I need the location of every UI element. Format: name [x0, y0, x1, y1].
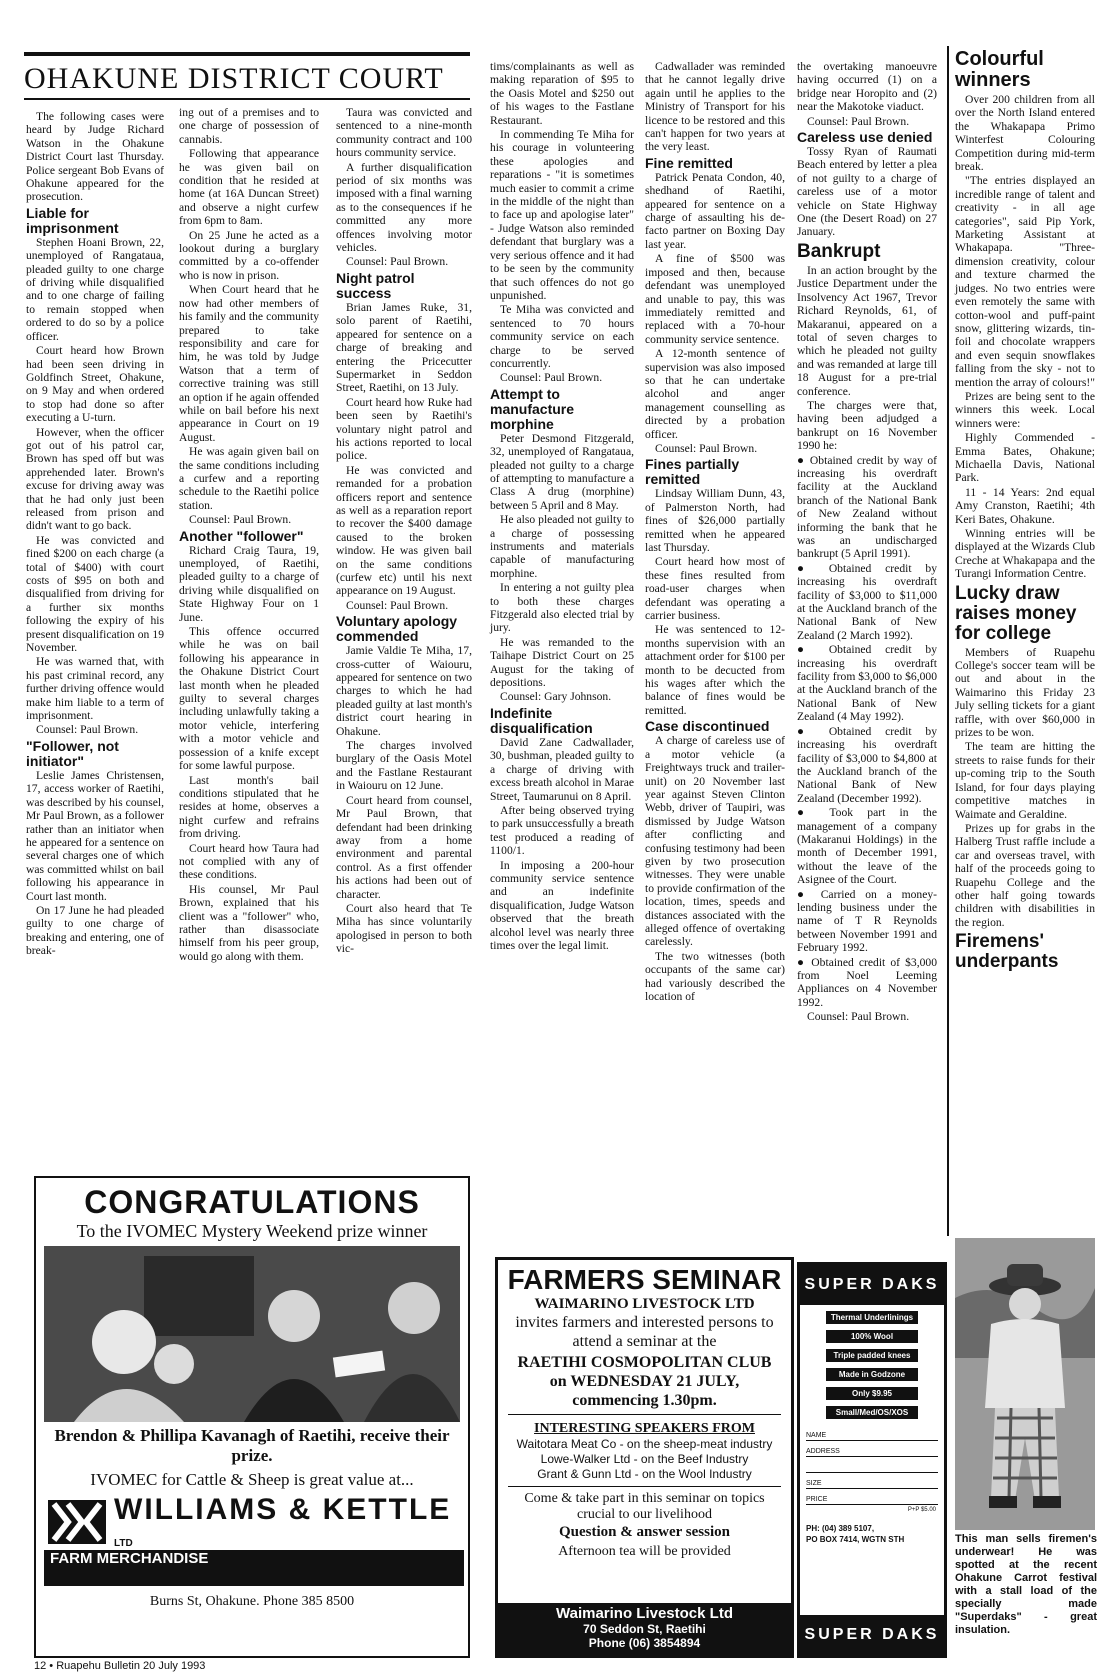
ivomec-advertisement: [34, 1176, 470, 1658]
paragraph: Brian James Ruke, 31, solo parent of Raetihi, appeared for sentence on a charge of breaking and entering the Pricecutter Supermarket in Seddon Street, Raetihi, on 13 July.: [336, 300, 472, 395]
paragraph: His counsel, Mr Paul Brown, explained that his client was a "follower" who, rather than disassociate himself from his peer group, would go along with them.: [179, 882, 319, 963]
paragraph: He was again given bail on the same conditions including a curfew and a reporting schedule to the Raetihi police station.: [179, 445, 319, 512]
wk-brand-text: WILLIAMS & KETTLE: [114, 1493, 452, 1526]
heading-another-follower: Another "follower": [179, 527, 304, 544]
prize-winner-photo: [44, 1246, 460, 1422]
paragraph: On 25 June he acted as a lookout during a burglary committed by a co-offender who is now in prison.: [179, 228, 319, 282]
order-field-size[interactable]: SIZE: [806, 1473, 938, 1489]
farmers-footer: [498, 1603, 791, 1655]
superdaks-advertisement: [797, 1262, 947, 1658]
paragraph: Taura was convicted and sentenced to a nine-month community contract and 100 hours community service.: [336, 106, 472, 160]
paragraph: Te Miha was convicted and sentenced to 70 hours community service on each charge to be served concurrently.: [490, 303, 634, 370]
paragraph: He was remanded to the Taihape District Court on 25 August for the taking of depositions.: [490, 635, 634, 690]
paragraph: However, when the officer got out of his patrol car, Brown has sped off but was apprehended later. Brown's excuse for driving away was that he had only just been released from prison and didn't want to go back.: [26, 425, 164, 533]
charge-item: ● Obtained credit of $3,000 from Noel Leeming Appliances on 4 November 1992.: [797, 956, 937, 1010]
paragraph: Counsel: Paul Brown.: [500, 371, 603, 385]
superdaks-feature: Made in Godzone: [826, 1368, 918, 1381]
farmers-qa-session: Question & answer session: [559, 1524, 730, 1540]
paragraph: Following that appearance he was given bail on condition that he resided at home (at 16A Duncan Street) and observe a night curfew from 6pm to 8am.: [179, 147, 319, 228]
paragraph: Prizes are being sent to the winners this week. Local winners were:: [955, 389, 1095, 430]
paragraph: In imposing a 200-hour community service sentence and an indefinite disqualification, Judge Watson observed that the breath alcohol level was nearly three times over the legal limit.: [490, 858, 634, 952]
paragraph: Court heard from counsel, Mr Paul Brown, that defendant had been drinking away from a home environment and parental control. As a first offender his actions had been out of character.: [336, 793, 472, 901]
page-footer: 12 • Ruapehu Bulletin 20 July 1993: [34, 1660, 206, 1672]
paragraph: Counsel: Paul Brown.: [346, 598, 449, 612]
superdaks-feature: Thermal Underlinings: [826, 1311, 918, 1324]
paragraph: Counsel: Paul Brown.: [807, 114, 910, 128]
order-field-name[interactable]: NAME: [806, 1425, 938, 1441]
paragraph: Jamie Valdie Te Miha, 17, cross-cutter of Waiouru, appeared for sentence on two charges to which he had pleaded guilty at last month's district court hearing in Ohakune.: [336, 644, 472, 738]
paragraph: This offence occurred while he was on bail following his appearance in the Ohakune District Court last month when he pleaded guilty to several charges including unlawfully taking a motor vehicle, interfering with a motor vehicle and possession of a knife except for some lawful purpose.: [179, 625, 319, 773]
paragraph: Prizes up for grabs in the Halberg Trust raffle include a car and overseas travel, with half of the proceeds going to Ruapehu College and the other half going towards children with disabilities in the region.: [955, 821, 1095, 929]
paragraph: The charges involved burglary of the Oasis Motel and the Fastlane Restaurant in Waiouru on 12 June.: [336, 739, 472, 793]
superdaks-po-box: PO BOX 7414, WGTN STH: [806, 1535, 905, 1544]
wk-logo-mark: [48, 1500, 106, 1544]
court-column-2: [179, 106, 319, 964]
heading-fines-partially-remitted: Fines partially remitted: [645, 456, 740, 488]
paragraph: A 12-month sentence of supervision was also imposed so that he can undertake alcohol and anger management counselling as directed by a probation officer.: [645, 347, 785, 441]
postage: P+P $5.00: [907, 1507, 936, 1513]
court-title: OHAKUNE DISTRICT COURT: [24, 62, 444, 95]
court-column-3: [336, 106, 472, 957]
speaker-item: Lowe-Walker Ltd - on the Beef Industry: [540, 1452, 749, 1466]
court-title-underline: [24, 98, 470, 100]
speakers-heading: INTERESTING SPEAKERS FROM: [534, 1421, 755, 1436]
paragraph: In commending Te Miha for his courage in volunteering these apologies and reparations - "it is sometimes much easier to commit a crime in the middle of the night than to face up and apologise later" - Judge Watson also reminded defendant that burglary was a very serious offence and it had to be seen by the community that such offences do not go unpunished.: [490, 128, 634, 302]
paragraph: After being observed trying to park unsuccessfully a breath test produced a reading of 1100/1.: [490, 803, 634, 858]
prize-presentation-illustration: [44, 1246, 460, 1422]
heading-colourful-winners: Colourful winners: [955, 48, 1044, 91]
farmers-footer-name: Waimarino Livestock Ltd: [556, 1605, 733, 1622]
farmers-invite: invites farmers and interested persons to attend a seminar at the: [515, 1314, 774, 1350]
paragraph: Court heard how Brown had been seen driving in Goldfinch Street, Ohakune, on 9 May and when ordered to stop had done so after executing a U-turn.: [26, 344, 164, 425]
farmers-footer-address: 70 Seddon St, Raetihi: [583, 1622, 706, 1636]
ivomec-tagline: IVOMEC for Cattle & Sheep is great value at...: [90, 1470, 414, 1489]
farmers-seminar-headline: FARMERS SEMINAR: [507, 1264, 782, 1295]
heading-lucky-draw: Lucky draw raises money for college: [955, 582, 1077, 644]
paragraph: Members of Ruapehu College's soccer team will be out and about in the Waimarino this Friday 23 July selling tickets for a giant raffle, with over $60,000 in prizes to be won.: [955, 645, 1095, 740]
paragraph: Highly Commended - Emma Bates, Ohakune; Michaella Davis, National Park.: [955, 431, 1095, 485]
charge-item: ● Carried on a money-lending business under the name of T R Reynolds between November 1991 and February 1992.: [797, 888, 937, 955]
williams-kettle-logo: [44, 1493, 460, 1592]
superdaks-feature: Triple padded knees: [826, 1349, 918, 1362]
heading-night-patrol: Night patrol success: [336, 269, 415, 301]
paragraph: David Zane Cadwallader, 30, bushman, pleaded guilty to a charge of driving with excess breath alcohol in Marae Street, Taumarunui on 8 April.: [490, 735, 634, 803]
charge-item: ● Obtained credit by increasing his overdraft facility of $3,000 to $11,000 at the Auckland branch of the National Bank of New Zealand (2 March 1992).: [797, 562, 937, 642]
court-column-1: [26, 110, 164, 959]
wk-chevron-icon: [48, 1500, 106, 1544]
paragraph: Counsel: Paul Brown.: [346, 255, 449, 269]
heading-attempt-morphine: Attempt to manufacture morphine: [490, 385, 575, 432]
paragraph: Counsel: Gary Johnson.: [500, 690, 612, 704]
firemen-caption: This man sells firemen's underwear! He was spotted at the recent Ohakune Carrot festival with a stall load of the specially made "Superdaks" - great insulation.: [955, 1533, 1097, 1636]
paragraph: In an action brought by the Justice Department under the Insolvency Act 1967, Trevor Richard Reynolds, 61, of Makaranui, appeared on a total of seven charges to which he pleaded not guilty and was remanded at large till 18 August for a pre-trial conference.: [797, 263, 937, 398]
speaker-item: Grant & Gunn Ltd - on the Wool Industry: [537, 1467, 752, 1481]
court-title-rule: [24, 52, 470, 56]
farmers-afternoon-tea: Afternoon tea will be provided: [558, 1544, 731, 1559]
order-field-blank[interactable]: [806, 1457, 938, 1473]
paragraph: Court heard how Ruke had been seen by Raetihi's voluntary night patrol and his actions reported to local police.: [336, 395, 472, 463]
heading-voluntary-apology: Voluntary apology commended: [336, 613, 458, 645]
court-column-4: [490, 60, 634, 953]
wk-ltd: LTD: [114, 1538, 133, 1549]
paragraph: Counsel: Paul Brown.: [655, 441, 758, 455]
paragraph: The team are hitting the streets to raise funds for their up-coming trip to the South Island, for four days playing competitive matches in Waimate and Geraldine.: [955, 740, 1095, 821]
paragraph: He was warned that, with his past criminal record, any further driving offence would make him liable to a term of imprisonment.: [26, 655, 164, 723]
superdaks-phone: PH: (04) 389 5107,: [806, 1524, 875, 1533]
paragraph: Winning entries will be displayed at the Wizards Club Creche at Whakapapa and the Turangi Information Centre.: [955, 527, 1095, 581]
paragraph: Counsel: Paul Brown.: [807, 1010, 910, 1024]
court-column-6: [797, 60, 937, 1025]
paragraph: He was convicted and fined $200 on each charge (a total of $400) with court costs of $95 on both and disqualified from driving for a further six months following the expiry of his present disqualification on 19 November.: [26, 533, 164, 655]
firemen-photo: [955, 1238, 1095, 1530]
paragraph: Patrick Penata Condon, 40, shedhand of Raetihi, appeared for sentence on a charge of assaulting his de-facto partner on Boxing Day last year.: [645, 170, 785, 251]
prize-winner-caption: Brendon & Phillipa Kavanagh of Raetihi, receive their prize.: [54, 1426, 450, 1465]
paragraph: Counsel: Paul Brown.: [36, 723, 139, 737]
charge-item: ● Took part in the management of a company (Makaranui Holdings) in the month of December 1991, without the leave of the Asignee of the Court.: [797, 806, 937, 886]
paragraph: ing out of a premises and to one charge of possession of cannabis.: [179, 106, 319, 146]
paragraph: He was convicted and remanded for a probation officers report and sentence as well as a reparation report to recover the $400 damage caused to the broken window. He was given bail on the same conditions (curfew etc) until his next appearance on 19 August.: [336, 463, 472, 598]
farmers-venue: RAETIHI COSMOPOLITAN CLUB on WEDNESDAY 21 JULY, commencing 1.30pm.: [517, 1354, 772, 1409]
superdaks-price: Only $9.95: [826, 1387, 918, 1400]
farmers-closing: Come & take part in this seminar on topics crucial to our livelihood: [524, 1491, 765, 1522]
paragraph: Over 200 children from all over the North Island entered the Whakapapa Primo Winterfest Colouring Competition during mid-term break.: [955, 93, 1095, 174]
heading-indefinite-disqualification: Indefinite disqualification: [490, 704, 593, 736]
wk-address: Burns St, Ohakune. Phone 385 8500: [149, 1594, 355, 1609]
superdaks-brand-top: SUPER DAKS: [800, 1265, 944, 1305]
superdaks-brand-bottom: SUPER DAKS: [800, 1615, 944, 1655]
paragraph: Lindsay William Dunn, 43, of Palmerston North, had fines of $26,000 partially remitted when he appeared last Thursday.: [645, 487, 785, 554]
sidebar-divider: [947, 46, 949, 1236]
paragraph: Last month's bail conditions stipulated that he resides at home, observes a night curfew and refrains from driving.: [179, 773, 319, 841]
order-field-address[interactable]: ADDRESS: [806, 1441, 938, 1457]
ivomec-subhead: To the IVOMEC Mystery Weekend prize winner: [76, 1221, 428, 1241]
heading-follower-not-initiator: "Follower, not initiator": [26, 737, 119, 769]
heading-case-discontinued: Case discontinued: [645, 718, 770, 735]
farmers-footer-phone: Phone (06) 3854894: [588, 1636, 701, 1650]
heading-liable-imprisonment: Liable for imprisonment: [26, 204, 119, 236]
divider: [508, 1486, 781, 1487]
farm-merchandise-band: FARM MERCHANDISE: [44, 1550, 464, 1586]
paragraph: "The entries displayed an incredible range of talent and creativity - in all age categories", said Pip York, Marketing Assistant at Whakapapa. "Three-dimension creativity, colour and texture charmed the judges. No two entries were even remotely the same with cotton-wool and puff-paint snow, glittering wizards, tin-foil and chocolate wrappers and even sequin snowflakes falling from the sky - not to mention the array of colours!": [955, 174, 1095, 389]
paragraph: In entering a not guilty plea to both these charges Fitzgerald also elected trial by jury.: [490, 581, 634, 635]
paragraph: He also pleaded not guilty to a charge of possessing instruments and materials capable of manufacturing morphine.: [490, 513, 634, 580]
heading-fine-remitted: Fine remitted: [645, 154, 733, 171]
charge-item: ● Obtained credit by way of increasing his overdraft facility at the Auckland branch of the National Bank of New Zealand without informing the bank that he was an undischarged bankrupt (5 April 1991).: [797, 454, 937, 561]
heading-careless-use-denied: Careless use denied: [797, 129, 933, 146]
paragraph: He was sentenced to 12-months supervision with an attachment order for $100 per month to be decucted from his wages after which the balance of fines would be remitted.: [645, 623, 785, 717]
divider: [508, 1414, 781, 1415]
paragraph: Richard Craig Taura, 19, unemployed, of Raetihi, pleaded guilty to a charge of driving while disqualified on State Highway Four on 1 June.: [179, 543, 319, 624]
paragraph: 11 - 14 Years: 2nd equal Amy Cranston, Raetihi; 4th Keri Bates, Ohakune.: [955, 485, 1095, 526]
paragraph: Tossy Ryan of Raumati Beach entered by letter a plea of not guilty to a charge of careless use of a motor vehicle on State Highway One (the Desert Road) on 27 January.: [797, 145, 937, 239]
paragraph: Counsel: Paul Brown.: [189, 513, 292, 527]
man-in-hat-illustration: [955, 1238, 1095, 1530]
ivomec-headline: CONGRATULATIONS: [84, 1184, 420, 1220]
paragraph: A further disqualification period of six months was imposed with a final warning as to the consequences if he committed any more offences involving motor vehicles.: [336, 160, 472, 255]
paragraph: Cadwallader was reminded that he cannot legally drive again until he applies to the Ministry of Transport for his licence to be restored and this can't happen for two years at the very least.: [645, 60, 785, 154]
charge-item: ● Obtained credit by increasing his overdraft facility of $3,000 to $4,800 at the Auckland branch of the National Bank of New Zealand (December 1992).: [797, 725, 937, 805]
superdaks-contact: [806, 1523, 938, 1545]
heading-bankrupt: Bankrupt: [797, 240, 881, 262]
paragraph: Leslie James Christensen, 17, access worker of Raetihi, was described by his counsel, Mr Paul Brown, as a follower rather than an initiator when he appeared for a sentence on several charges one of which was committed whilst on bail following his appearance in Court last month.: [26, 768, 164, 903]
paragraph: When Court heard that he now had other members of his family and the community prepared to take responsibility and care for him, he was told by Judge Watson that a term of corrective training was still an option if he again offended while on bail before his next appearance in Court on 19 August.: [179, 283, 319, 444]
superdaks-sizes: Small/Med/OS/XOS: [826, 1406, 918, 1419]
sidebar-column: [955, 46, 1095, 974]
superdaks-feature: 100% Wool: [826, 1330, 918, 1343]
farmers-seminar-advertisement: [495, 1257, 794, 1658]
speaker-item: Waitotara Meat Co - on the sheep-meat industry: [516, 1437, 773, 1451]
paragraph: A fine of $500 was imposed and then, because defendant was unemployed and unable to pay, this was immediately remitted and replaced with a 70-hour community service sentence.: [645, 252, 785, 346]
paragraph: Court also heard that Te Miha has since voluntarily apologised in person to both vic-: [336, 901, 472, 956]
paragraph: tims/complainants as well as making reparation of $95 to the Oasis Motel and $250 out of his wages to the Fastlane Restaurant.: [490, 60, 634, 127]
paragraph: The charges were that, having been adjudged a bankrupt on 16 November 1990 he:: [797, 398, 937, 453]
paragraph: the overtaking manoeuvre having occurred (1) on a bridge near Horopito and (2) near the Makotoke viaduct.: [797, 60, 937, 114]
charge-item: ● Obtained credit by increasing his overdraft facility from $3,000 to $6,000 at the Auckland branch of the National Bank of New Zealand (4 May 1992).: [797, 643, 937, 723]
court-column-5: [645, 60, 785, 1004]
paragraph: Stephen Hoani Brown, 22, unemployed of Rangataua, pleaded guilty to one charge of driving while disqualified and to one charge of failing to remain stopped when ordered to do so by a police officer.: [26, 235, 164, 343]
paragraph: On 17 June he had pleaded guilty to one charge of breaking and entering, one of break-: [26, 903, 164, 958]
paragraph: Peter Desmond Fitzgerald, 32, unemployed of Rangataua, pleaded not guilty to a charge of attempting to manufacture a Class A drug (morphine) between 5 April and 8 May.: [490, 431, 634, 512]
paragraph: Court heard how Taura had not complied with any of these conditions.: [179, 841, 319, 882]
wk-brand-name: [114, 1493, 460, 1557]
heading-firemens-underpants: Firemens' underpants: [955, 931, 1059, 973]
farmers-organiser: WAIMARINO LIVESTOCK LTD: [534, 1296, 755, 1312]
paragraph: Court heard how most of these fines resulted from road-user charges when defendant was operating a carrier business.: [645, 555, 785, 623]
paragraph: A charge of careless use of a motor vehicle (a Freightways truck and trailer-unit) on 20 November last year against Steven Clinton Webb, driver of Taupiri, was dismissed by Judge Watson after conflicting and confusing testimony had been given by two prosecution witnesses. They were unable to provide confirmation of the location, times, speeds and distances associated with the alleged offence of overtaking carelessly.: [645, 734, 785, 949]
paragraph: The two witnesses (both occupants of the same car) had variously described the location of: [645, 949, 785, 1003]
court-intro: The following cases were heard by Judge Richard Watson in the Ohakune District Court last Thursday. Police sergeant Bob Evans of Ohakune appeared for the prosecution.: [26, 110, 164, 204]
order-field-price[interactable]: PRICE: [806, 1489, 938, 1505]
